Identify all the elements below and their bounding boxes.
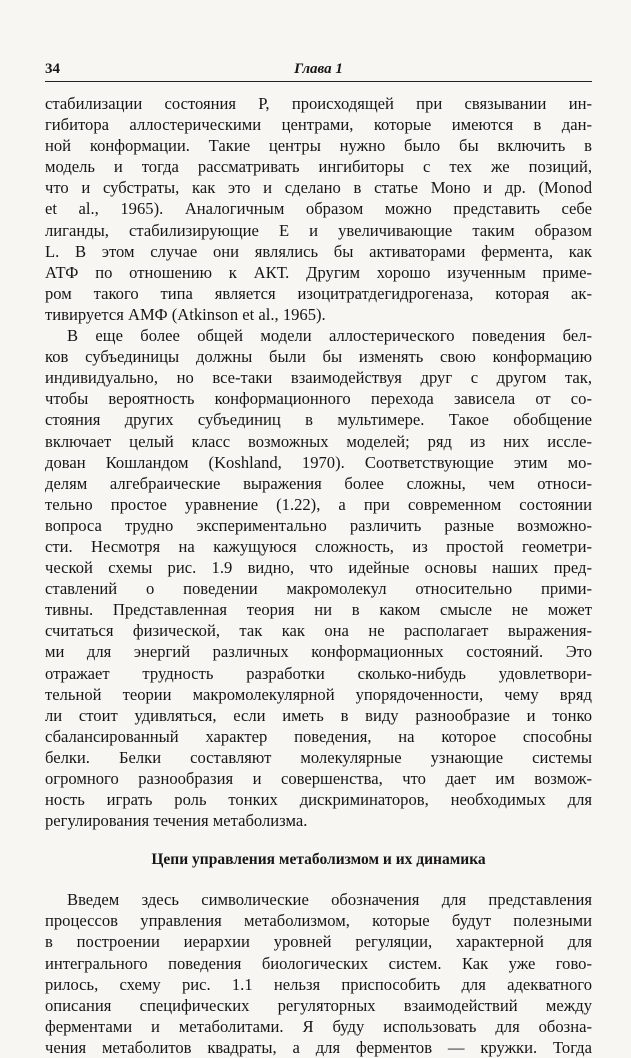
text-line: в построении иерархии уровней регуляции, характерной для [45, 932, 592, 952]
text-line: ность играть роль тонких дискриминаторов, необходимых для [45, 790, 592, 810]
text-line: индивидуально, но все-таки взаимодействуя друг с другом так, [45, 368, 592, 388]
text-body [45, 93, 592, 1058]
text-line: ром такого типа является изоцитратдегидрогеназа, которая ак- [45, 283, 592, 303]
text-line: сти. Несмотря на кажущуюся сложность, из простой геометри- [45, 536, 592, 556]
text-line: рилось, схему рис. 1.1 нельзя приспособить для адекватного [45, 974, 592, 994]
paragraph-3 [45, 889, 592, 1058]
text-line: включает целый класс возможных моделей; ряд из них иссле- [45, 431, 592, 451]
text-line: et al., 1965). Аналогичным образом можно представить себе [45, 199, 592, 219]
text-line: описания специфических регуляторных взаимодействий между [45, 995, 592, 1015]
text-line: что и субстраты, как это и сделано в статье Моно и др. (Monod [45, 178, 592, 198]
text-line: тивируется АМФ (Atkinson et al., 1965). [45, 304, 326, 324]
paragraph-1 [45, 93, 592, 325]
text-line: белки. Белки составляют молекулярные узнающие системы [45, 747, 592, 767]
text-line: чения метаболитов квадраты, а для ферментов — кружки. Тогда [45, 1037, 592, 1057]
text-line: вопроса трудно экспериментально различить разные возможно- [45, 515, 592, 535]
text-line: гибитора аллостерическими центрами, которые имеются в дан- [45, 115, 592, 135]
section-heading: Цепи управления метаболизмом и их динамика [151, 851, 486, 869]
text-line: тельной теории макромолекулярной упорядоченности, чему вряд [45, 684, 592, 704]
text-line: сбалансированный характер поведения, на которое способны [45, 726, 592, 746]
text-line: стабилизации состояния Р, происходящей при связывании ин- [45, 94, 592, 113]
text-line: огромного разнообразия и совершенства, что дает им возмож- [45, 769, 592, 788]
text-line: чтобы вероятность конформационного перехода зависела от со- [45, 389, 592, 409]
chapter-title: Глава 1 [294, 61, 343, 77]
text-line: тивны. Представленная теория ни в каком смысле не может [45, 600, 592, 620]
text-line: Введем здесь символические обозначения для представления [67, 890, 592, 910]
text-line: В еще более общей модели аллостерического поведения бел- [67, 326, 592, 346]
text-line: процессов управления метаболизмом, которые будут полезными [45, 911, 592, 931]
text-line: АТФ по отношению к АКТ. Другим хорошо изученным приме- [45, 262, 592, 282]
text-line: регулирования течения метаболизма. [45, 811, 308, 831]
text-line: интегрального поведения биологических систем. Как уже гово- [45, 953, 592, 973]
text-line: лиганды, стабилизирующие Е и увеличивающие таким образом [45, 220, 592, 240]
text-line: тельно простое уравнение (1.22), а при современном состоянии [45, 494, 592, 514]
text-line: отражает трудность разработки сколько-нибудь удовлетвори- [45, 663, 592, 683]
text-line: дован Кошландом (Koshland, 1970). Соответствующие этим мо- [45, 452, 592, 472]
text-line: ков субъединицы должны были бы изменять свою конформацию [45, 347, 592, 367]
page-number: 34 [45, 61, 60, 77]
text-line: L. В этом случае они являлись бы активаторами фермента, как [45, 241, 592, 261]
text-line: модель и тогда рассматривать ингибиторы с тех же позиций, [45, 157, 592, 177]
text-line: ной конформации. Такие центры нужно было бы включить в [45, 136, 592, 156]
text-line: ставлений о поведении макромолекул относительно прими- [45, 579, 592, 599]
running-header [45, 55, 592, 82]
text-line: ческой схемы рис. 1.9 видно, что идейные основы наших пред- [45, 558, 592, 578]
paragraph-2 [45, 325, 592, 831]
text-line: делям алгебраические выражения более сложны, чем относи- [45, 473, 592, 493]
text-line: ферментами и метаболитами. Я буду использовать для обозна- [45, 1016, 592, 1036]
text-line: считаться физической, так как она не располагает выражения- [45, 621, 592, 641]
text-line: ми для энергий различных конформационных состояний. Это [45, 642, 592, 662]
text-line: ли стоит удивляться, если иметь в виду разнообразие и тонко [45, 705, 592, 725]
text-line: стояния других субъединиц в мультимере. Такое обобщение [45, 410, 592, 430]
